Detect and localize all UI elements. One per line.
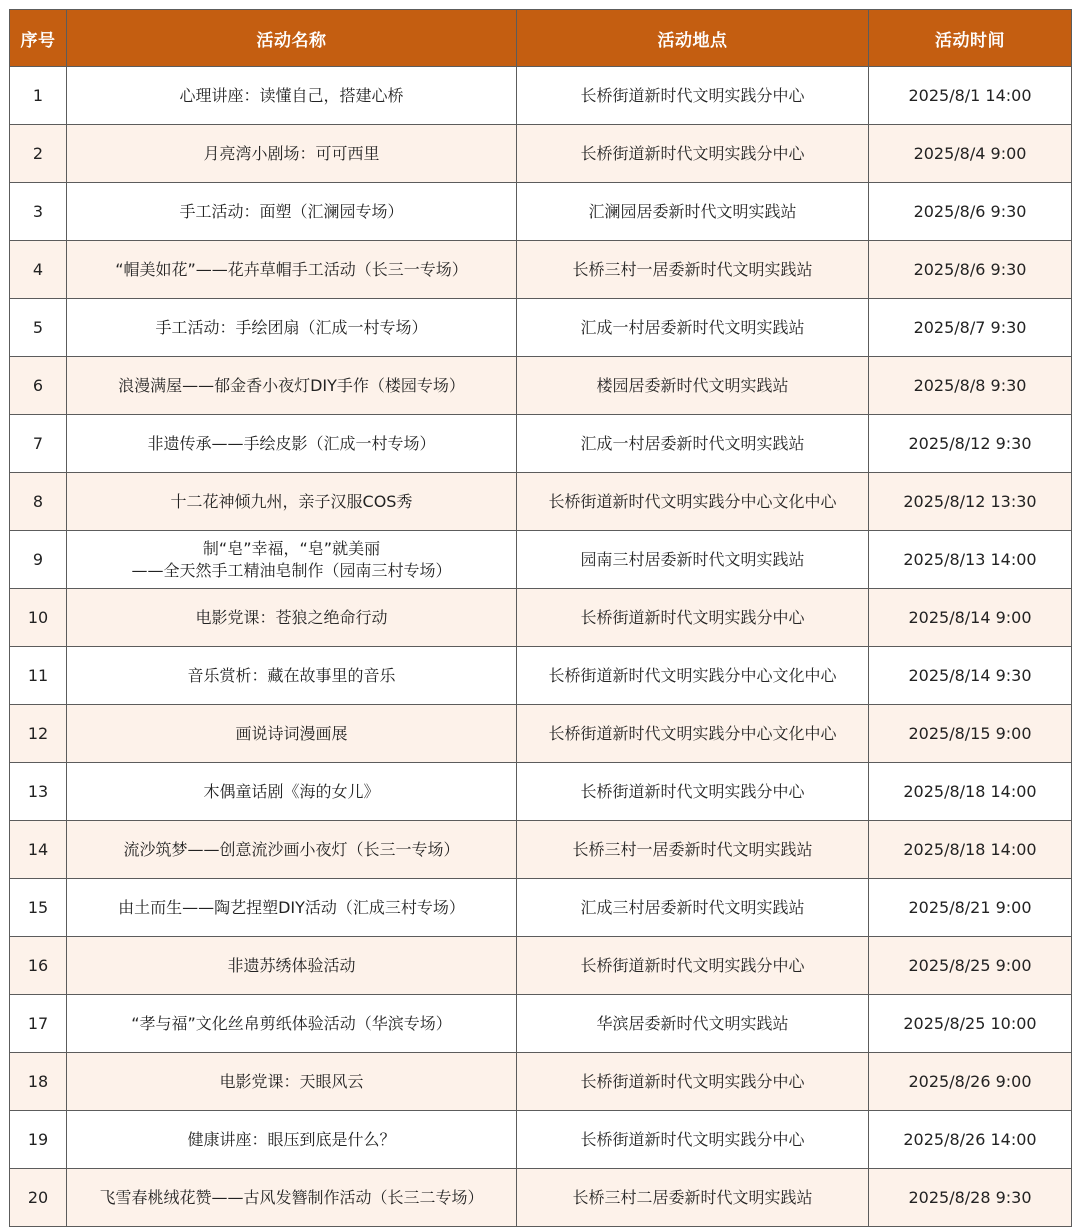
cell-activity-time: 2025/8/12 9:30 bbox=[869, 415, 1072, 473]
cell-activity-place: 长桥三村二居委新时代文明实践站 bbox=[517, 1169, 869, 1227]
table-row bbox=[10, 125, 1072, 183]
cell-activity-place: 长桥街道新时代文明实践分中心 bbox=[517, 1053, 869, 1111]
cell-activity-name: 电影党课：天眼风云 bbox=[67, 1053, 517, 1111]
cell-activity-name: 心理讲座：读懂自己，搭建心桥 bbox=[67, 67, 517, 125]
header-number: 序号 bbox=[10, 10, 67, 67]
cell-activity-time: 2025/8/14 9:30 bbox=[869, 647, 1072, 705]
cell-activity-name: 制“皂”幸福，“皂”就美丽 ——全天然手工精油皂制作（园南三村专场） bbox=[67, 531, 517, 589]
table-row bbox=[10, 299, 1072, 357]
cell-activity-time: 2025/8/7 9:30 bbox=[869, 299, 1072, 357]
cell-number: 13 bbox=[10, 763, 67, 821]
cell-activity-name: “孝与福”文化丝帛剪纸体验活动（华滨专场） bbox=[67, 995, 517, 1053]
cell-activity-name: 木偶童话剧《海的女儿》 bbox=[67, 763, 517, 821]
cell-activity-time: 2025/8/18 14:00 bbox=[869, 821, 1072, 879]
cell-activity-name: 十二花神倾九州，亲子汉服COS秀 bbox=[67, 473, 517, 531]
table-row bbox=[10, 937, 1072, 995]
cell-activity-place: 楼园居委新时代文明实践站 bbox=[517, 357, 869, 415]
cell-activity-name: 由土而生——陶艺捏塑DIY活动（汇成三村专场） bbox=[67, 879, 517, 937]
cell-number: 12 bbox=[10, 705, 67, 763]
cell-number: 10 bbox=[10, 589, 67, 647]
cell-activity-name: 非遗传承——手绘皮影（汇成一村专场） bbox=[67, 415, 517, 473]
cell-activity-time: 2025/8/13 14:00 bbox=[869, 531, 1072, 589]
cell-activity-time: 2025/8/4 9:00 bbox=[869, 125, 1072, 183]
table-row bbox=[10, 1053, 1072, 1111]
header-activity-time: 活动时间 bbox=[869, 10, 1072, 67]
cell-activity-place: 长桥街道新时代文明实践分中心 bbox=[517, 937, 869, 995]
table-row bbox=[10, 705, 1072, 763]
cell-activity-name: 非遗苏绣体验活动 bbox=[67, 937, 517, 995]
cell-activity-time: 2025/8/21 9:00 bbox=[869, 879, 1072, 937]
activity-schedule-sheet bbox=[9, 9, 1071, 1227]
table-header bbox=[10, 10, 1072, 67]
header-row bbox=[10, 10, 1072, 67]
cell-activity-place: 长桥街道新时代文明实践分中心文化中心 bbox=[517, 647, 869, 705]
cell-number: 7 bbox=[10, 415, 67, 473]
cell-activity-name: 飞雪春桃绒花赞——古风发簪制作活动（长三二专场） bbox=[67, 1169, 517, 1227]
cell-activity-place: 长桥街道新时代文明实践分中心文化中心 bbox=[517, 705, 869, 763]
cell-activity-place: 园南三村居委新时代文明实践站 bbox=[517, 531, 869, 589]
cell-activity-place: 汇成一村居委新时代文明实践站 bbox=[517, 415, 869, 473]
cell-number: 3 bbox=[10, 183, 67, 241]
cell-number: 18 bbox=[10, 1053, 67, 1111]
table-row bbox=[10, 763, 1072, 821]
cell-activity-time: 2025/8/1 14:00 bbox=[869, 67, 1072, 125]
cell-activity-time: 2025/8/14 9:00 bbox=[869, 589, 1072, 647]
table-row bbox=[10, 67, 1072, 125]
cell-activity-place: 长桥街道新时代文明实践分中心 bbox=[517, 1111, 869, 1169]
cell-activity-place: 长桥街道新时代文明实践分中心 bbox=[517, 589, 869, 647]
table-row bbox=[10, 995, 1072, 1053]
cell-number: 1 bbox=[10, 67, 67, 125]
cell-number: 20 bbox=[10, 1169, 67, 1227]
cell-number: 19 bbox=[10, 1111, 67, 1169]
table-row bbox=[10, 589, 1072, 647]
table-row bbox=[10, 473, 1072, 531]
table-row bbox=[10, 183, 1072, 241]
cell-activity-place: 长桥街道新时代文明实践分中心 bbox=[517, 125, 869, 183]
table-body bbox=[10, 67, 1072, 1227]
table-row bbox=[10, 1169, 1072, 1227]
table-row bbox=[10, 1111, 1072, 1169]
cell-number: 4 bbox=[10, 241, 67, 299]
cell-activity-time: 2025/8/25 10:00 bbox=[869, 995, 1072, 1053]
table-row bbox=[10, 879, 1072, 937]
cell-activity-place: 长桥街道新时代文明实践分中心 bbox=[517, 763, 869, 821]
cell-number: 15 bbox=[10, 879, 67, 937]
cell-activity-time: 2025/8/12 13:30 bbox=[869, 473, 1072, 531]
cell-number: 8 bbox=[10, 473, 67, 531]
activity-table bbox=[9, 9, 1072, 1227]
header-activity-place: 活动地点 bbox=[517, 10, 869, 67]
cell-activity-time: 2025/8/26 14:00 bbox=[869, 1111, 1072, 1169]
cell-number: 2 bbox=[10, 125, 67, 183]
cell-activity-time: 2025/8/6 9:30 bbox=[869, 241, 1072, 299]
cell-number: 14 bbox=[10, 821, 67, 879]
table-row bbox=[10, 821, 1072, 879]
cell-activity-name: 电影党课：苍狼之绝命行动 bbox=[67, 589, 517, 647]
cell-activity-place: 汇成三村居委新时代文明实践站 bbox=[517, 879, 869, 937]
cell-activity-name: 画说诗词漫画展 bbox=[67, 705, 517, 763]
cell-activity-name: 月亮湾小剧场：可可西里 bbox=[67, 125, 517, 183]
cell-activity-name: 手工活动：手绘团扇（汇成一村专场） bbox=[67, 299, 517, 357]
cell-activity-place: 汇澜园居委新时代文明实践站 bbox=[517, 183, 869, 241]
cell-activity-place: 长桥街道新时代文明实践分中心文化中心 bbox=[517, 473, 869, 531]
cell-activity-time: 2025/8/6 9:30 bbox=[869, 183, 1072, 241]
cell-activity-time: 2025/8/8 9:30 bbox=[869, 357, 1072, 415]
cell-activity-place: 长桥三村一居委新时代文明实践站 bbox=[517, 241, 869, 299]
cell-activity-time: 2025/8/25 9:00 bbox=[869, 937, 1072, 995]
cell-number: 5 bbox=[10, 299, 67, 357]
cell-activity-place: 长桥街道新时代文明实践分中心 bbox=[517, 67, 869, 125]
table-row bbox=[10, 241, 1072, 299]
cell-number: 17 bbox=[10, 995, 67, 1053]
cell-activity-time: 2025/8/28 9:30 bbox=[869, 1169, 1072, 1227]
table-row bbox=[10, 357, 1072, 415]
cell-activity-time: 2025/8/18 14:00 bbox=[869, 763, 1072, 821]
cell-activity-name: 手工活动：面塑（汇澜园专场） bbox=[67, 183, 517, 241]
table-row bbox=[10, 531, 1072, 589]
cell-number: 16 bbox=[10, 937, 67, 995]
header-activity-name: 活动名称 bbox=[67, 10, 517, 67]
cell-activity-name: “帽美如花”——花卉草帽手工活动（长三一专场） bbox=[67, 241, 517, 299]
table-row bbox=[10, 415, 1072, 473]
cell-activity-name: 浪漫满屋——郁金香小夜灯DIY手作（楼园专场） bbox=[67, 357, 517, 415]
cell-activity-time: 2025/8/15 9:00 bbox=[869, 705, 1072, 763]
cell-number: 11 bbox=[10, 647, 67, 705]
cell-number: 9 bbox=[10, 531, 67, 589]
cell-activity-time: 2025/8/26 9:00 bbox=[869, 1053, 1072, 1111]
cell-activity-place: 汇成一村居委新时代文明实践站 bbox=[517, 299, 869, 357]
cell-number: 6 bbox=[10, 357, 67, 415]
cell-activity-place: 华滨居委新时代文明实践站 bbox=[517, 995, 869, 1053]
cell-activity-name: 流沙筑梦——创意流沙画小夜灯（长三一专场） bbox=[67, 821, 517, 879]
table-row bbox=[10, 647, 1072, 705]
cell-activity-name: 音乐赏析：藏在故事里的音乐 bbox=[67, 647, 517, 705]
cell-activity-place: 长桥三村一居委新时代文明实践站 bbox=[517, 821, 869, 879]
cell-activity-name: 健康讲座：眼压到底是什么？ bbox=[67, 1111, 517, 1169]
